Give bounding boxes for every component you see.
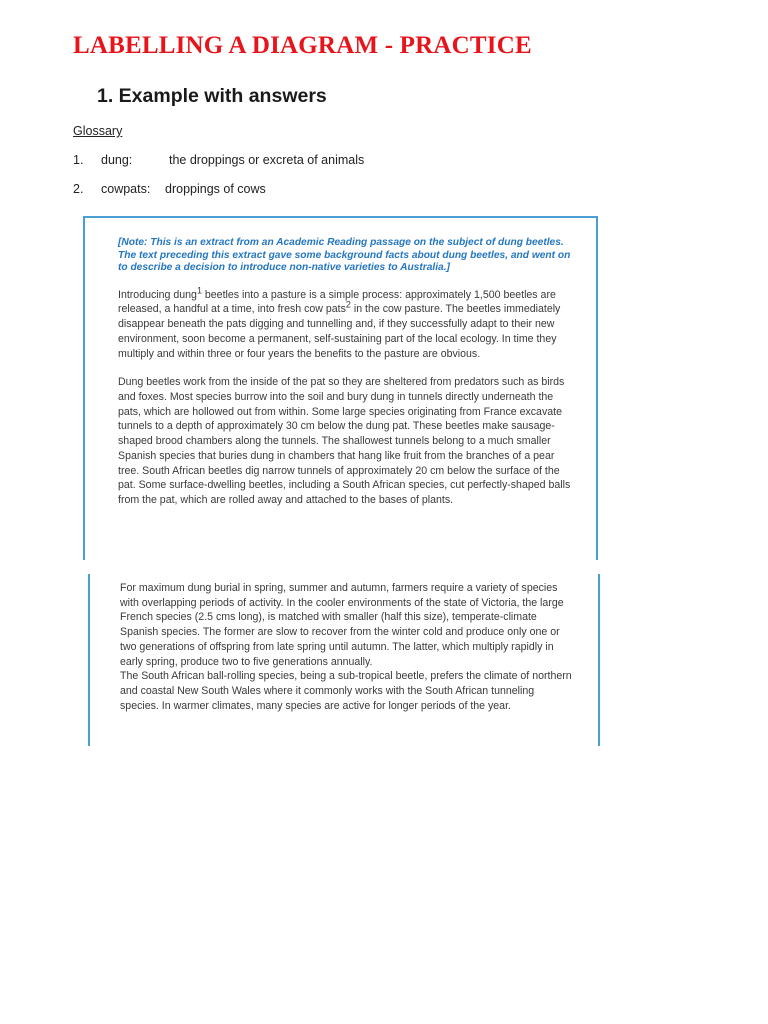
reading-extract-box-continued [88, 574, 600, 746]
glossary-item-definition: the droppings or excreta of animals [169, 153, 365, 167]
footnote-marker: 1 [196, 285, 202, 296]
paragraph-text: in the cow pasture. The beetles immediately disappear beneath the pats digging and tunnelling and, if they successfully adapt to their new environment, soon become a permanent, self-sustaining part of the local ecology. In time they multiply and within three or four years the benefits to the pasture are obvious. [118, 303, 561, 360]
glossary-item-term: dung: [101, 153, 133, 167]
extract-paragraph-3: For maximum dung burial in spring, summer and autumn, farmers require a variety of species with overlapping periods of activity. In the cooler environments of the state of Victoria, the large French species (2.5 cms long), is matched with smaller (half this size), temperate-climate Spanish species. The former are slow to recover from the winter cold and produce only one or two generations of offspring from late spring until autumn. The latter, which multiply rapidly in early spring, produce two to five generations annually. [120, 582, 564, 668]
glossary-heading: Glossary [73, 124, 123, 138]
glossary-item-definition: droppings of cows [165, 182, 266, 196]
extract-paragraph-2: Dung beetles work from the inside of the pat so they are sheltered from predators such as birds and foxes. Most species burrow into the soil and bury dung in tunnels directly underneath the pats, which are hollowed out from within. Some large species originating from France excavate tunnels to a depth of approximately 30 cm below the dung pat. These beetles make sausage-shaped brood chambers along the tunnels. The shallowest tunnels belong to a much smaller Spanish species that buries dung in chambers that hang like fruit from the branches of a pear tree. South African beetles dig narrow tunnels of approximately 20 cm below the surface of the pat. Some surface-dwelling beetles, including a South African species, cut perfectly-shaped balls from the pat, which are rolled away and attached to the bases of plants. [118, 376, 571, 506]
glossary-item-number: 1. [73, 153, 84, 167]
extract-paragraph-1 [118, 285, 573, 362]
reading-extract-box [83, 216, 598, 560]
reading-extract-body [118, 237, 573, 522]
extract-note: [Note: This is an extract from an Academic Reading passage on the subject of dung beetles. The text preceding this extract gave some background facts about dung beetles, and went on to describe a decision to introduce non-native varieties to Australia.] [118, 237, 571, 274]
paragraph-text: Introducing dung [118, 288, 197, 301]
glossary-item [73, 182, 266, 196]
glossary-item-number: 2. [73, 182, 84, 196]
paragraph-text: beetles into a pasture is a simple process: approximately 1,500 beetles are released, a handful at a time, into fresh cow pats [118, 288, 556, 316]
glossary-item-term: cowpats: [101, 182, 151, 196]
extract-paragraph-4: The South African ball-rolling species, being a sub-tropical beetle, prefers the climate of northern and coastal New South Wales where it commonly works with the South African tunneling species. In warmer climates, many species are active for longer periods of the year. [120, 670, 572, 712]
glossary-item [73, 153, 364, 167]
page-title: LABELLING A DIAGRAM - PRACTICE [73, 32, 532, 59]
section-heading: 1. Example with answers [97, 85, 327, 107]
footnote-marker: 2 [345, 299, 351, 310]
reading-extract-body [120, 581, 575, 713]
